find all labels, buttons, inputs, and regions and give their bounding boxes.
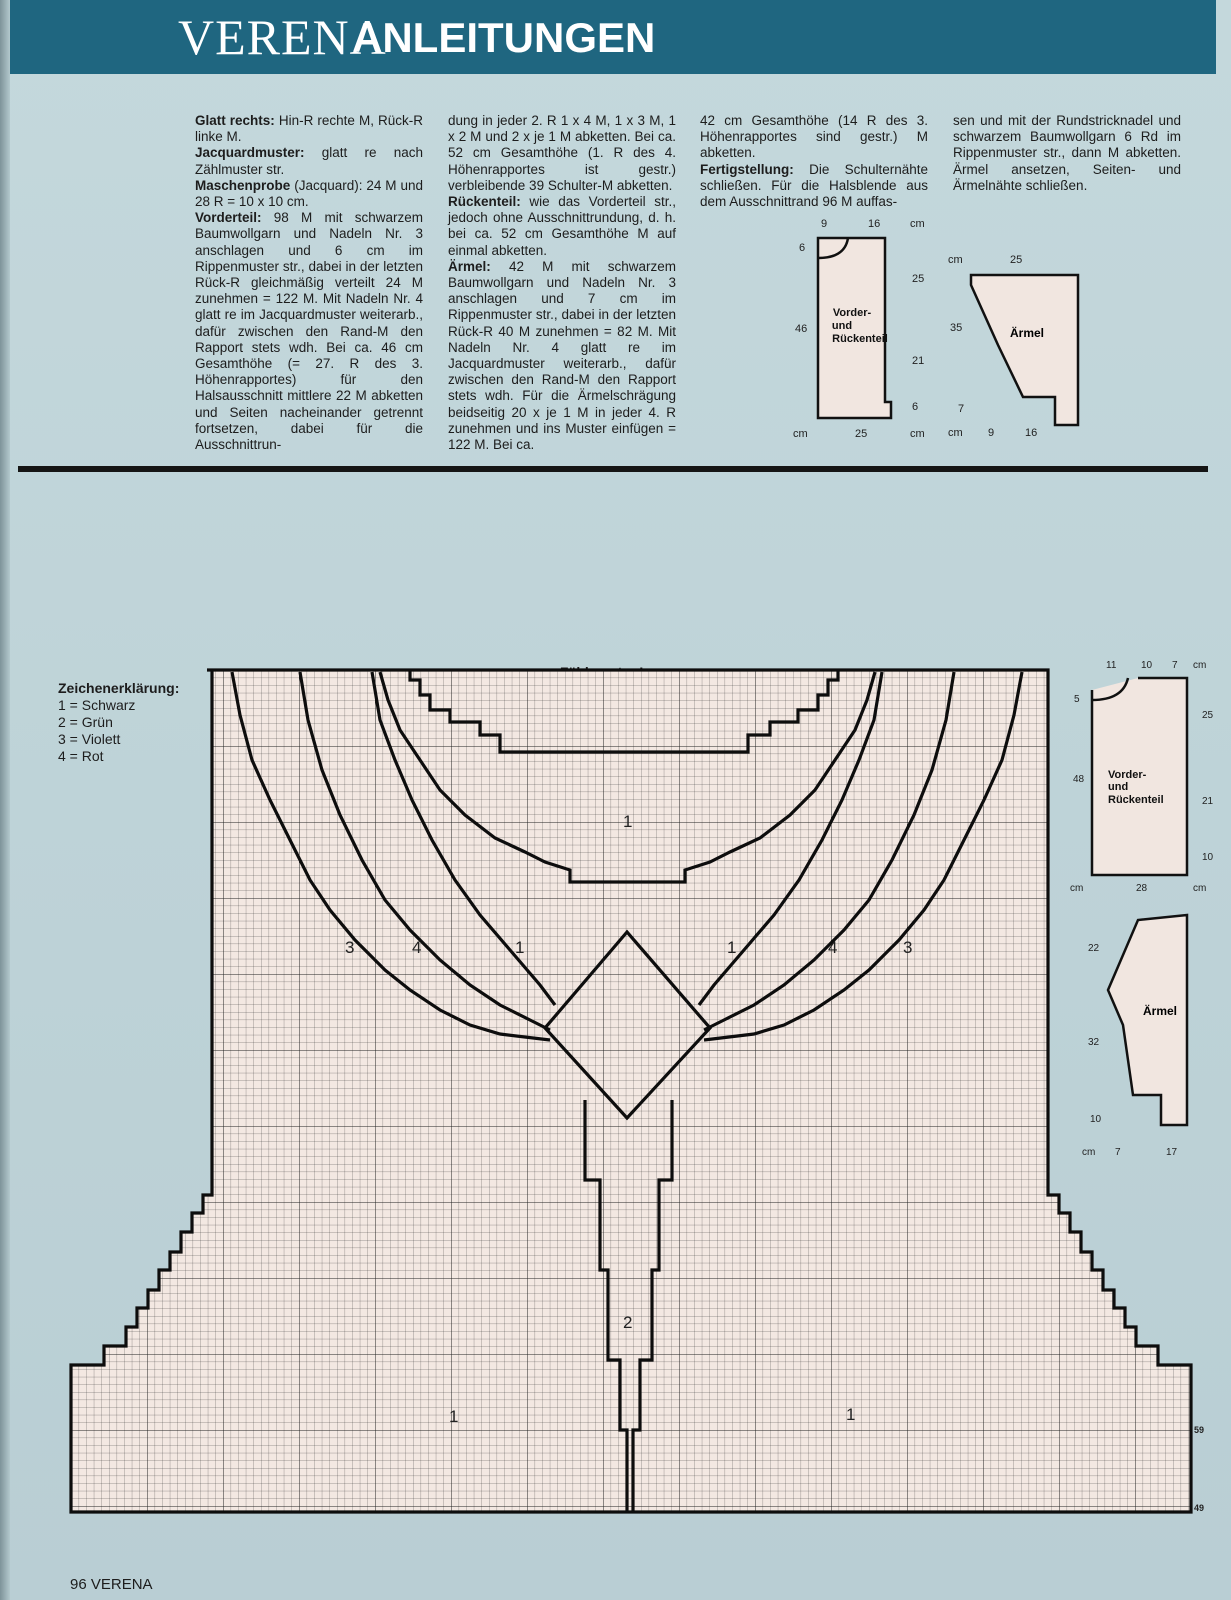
body-label: Rückenteil (832, 333, 888, 345)
paragraph-heading: Jacquardmuster: (195, 145, 305, 161)
chart-number: 3 (345, 938, 355, 957)
chart-number: 2 (623, 1313, 633, 1332)
dim-text: 25 (855, 428, 868, 440)
paragraph-heading: Ärmel: (448, 258, 491, 274)
dim-text: 10 (1090, 1114, 1102, 1125)
dim-text: 28 (1136, 883, 1148, 894)
paragraph-body: Hin-R rechte M, Rück-R linke M. (195, 113, 423, 145)
row-marker: 59 (1194, 1425, 1205, 1435)
magazine-brand: VERENA (178, 9, 387, 65)
dim-text: 6 (912, 401, 919, 413)
dim-text: 32 (1088, 1037, 1100, 1048)
dim-text: 21 (1202, 796, 1214, 807)
legend-item: 4 = Rot (58, 748, 104, 764)
dim-text: 25 (912, 273, 925, 285)
chart-number: 1 (515, 938, 525, 957)
dim-text: 17 (1166, 1147, 1178, 1158)
dim-text: 10 (1202, 852, 1214, 863)
body-label: und (831, 320, 853, 332)
chart-number: 4 (828, 938, 838, 957)
dim-text: 6 (799, 242, 806, 254)
body-label: Vorder- (1108, 769, 1147, 781)
dim-text: cm (1193, 660, 1207, 671)
body-label: Vorder- (832, 307, 872, 319)
dim-text: 35 (950, 322, 963, 334)
dim-text: cm (793, 428, 808, 440)
chart-number: 4 (412, 938, 422, 957)
dim-text: 9 (988, 427, 995, 439)
dim-text: 46 (795, 323, 808, 335)
dim-text: 5 (1074, 694, 1080, 705)
legend-item: 2 = Grün (58, 714, 113, 730)
paragraph-body: wie das Vorderteil str., jedoch ohne Ausschnittrundung, d. h. bei ca. 52 cm Gesamthöhe M auf einmal abketten. (448, 194, 676, 258)
paragraph-heading: Fertigstellung: (700, 161, 794, 177)
paragraph-body: (Jacquard): 24 M und 28 R = 10 x 10 cm. (195, 177, 423, 210)
dim-text: cm (1193, 883, 1207, 894)
dim-text: 9 (821, 218, 828, 230)
chart-number: 1 (623, 812, 633, 831)
page-folio: 96 VERENA (70, 1576, 153, 1593)
body-label: Rückenteil (1108, 794, 1164, 806)
legend-item: 1 = Schwarz (58, 697, 136, 713)
dim-text: 48 (1073, 774, 1085, 785)
sleeve-label: Ärmel (1009, 326, 1045, 340)
paragraph-body: glatt re nach Zählmuster str. (195, 145, 423, 177)
chart-number: 1 (727, 938, 737, 957)
dim-text: 16 (1025, 427, 1038, 439)
dim-text: cm (910, 428, 925, 440)
dim-text: cm (1070, 883, 1084, 894)
paragraph-body: dung in jeder 2. R 1 x 4 M, 1 x 3 M, 1 x 2 M und 2 x je 1 M abketten. Bei ca. 52 cm Gesamthöhe (1. R des 4. Höhenrapportes ist gestr.) verbleibende 39 Schulter-M abketten. (448, 113, 676, 193)
dim-text: 7 (958, 403, 965, 415)
sleeve-label: Ärmel (1143, 1004, 1178, 1018)
legend-title: Zeichenerklärung: (58, 680, 180, 696)
dim-text: cm (948, 427, 963, 439)
dim-text: 22 (1088, 943, 1100, 954)
dim-text: 7 (1115, 1147, 1121, 1158)
schematic-body-right (1068, 650, 1231, 910)
dim-text: 25 (1202, 710, 1214, 721)
body-label: und (1108, 781, 1129, 793)
schematic-sleeve-right (1068, 905, 1231, 1165)
paragraph-heading: Glatt rechts: (195, 113, 275, 128)
section-title: ANLEITUNGEN (352, 14, 656, 61)
chart-number: 3 (903, 938, 913, 957)
legend-item: 3 = Violett (58, 731, 121, 747)
dim-text: 25 (1010, 254, 1023, 266)
dim-text: cm (948, 254, 963, 266)
paragraph-body: 42 M mit schwarzem Baumwollgarn und Nadeln Nr. 3 anschlagen und 7 cm im Rippenmuster str., dabei in der letzten Rück-R 40 M zunehmen = 82 M. Mit Nadeln Nr. 4 glatt re im Jacquardmuster weiterarb., dafür zwischen den Rand-M den Rapport stets wdh. Für die Ärmelschrägung beidseitig 20 x je 1 M in jeder 4. R zunehmen und ins Muster einfügen = 122 M. Bei ca. (448, 258, 676, 453)
dim-text: 21 (912, 355, 925, 367)
paragraph-body: Die Schulternähte schließen. Für die Halsblende aus dem Ausschnittrand 96 M auffas- (700, 161, 928, 210)
chart-number: 1 (846, 1405, 856, 1424)
chart-number: 1 (449, 1407, 459, 1426)
paragraph-heading: Maschenprobe (195, 177, 291, 193)
row-marker: 49 (1194, 1503, 1205, 1513)
paragraph-body: 98 M mit schwarzem Baumwollgarn und Nadeln Nr. 3 anschlagen und 6 cm im Rippenmuster str., dabei in der letzten Rück-R gleichmäßig verteilt 24 M zunehmen = 122 M. Mit Nadeln Nr. 4 glatt re im Jacquardmuster weiterarb., dafür zwischen den Rand-M den Rapport stets wdh. Bei ca. 46 cm Gesamthöhe (= 27. R des 3. Höhenrapportes) für den Halsausschnitt mittlere 22 M abketten und Seiten nacheinander getrennt fortsetzen, dabei für die Ausschnittrun- (195, 210, 423, 453)
paragraph-heading: Vorderteil: (195, 210, 262, 226)
dim-text: cm (1082, 1147, 1096, 1158)
dim-text: cm (910, 218, 925, 230)
paragraph-body: 42 cm Gesamthöhe (14 R des 3. Höhenrapportes sind gestr.) M abketten. (700, 113, 928, 161)
dim-text: 10 (1141, 660, 1153, 671)
dim-text: 11 (1106, 660, 1117, 671)
sleeve-outline (1108, 915, 1187, 1125)
paragraph-body: sen und mit der Rundstricknadel und schwarzem Baumwollgarn 6 Rd im Rippenmuster str., dann M abketten. Ärmel ansetzen, Seiten- und Ärmelnähte schließen. (953, 113, 1181, 193)
dim-text: 16 (868, 218, 881, 230)
paragraph-heading: Rückenteil: (448, 194, 521, 210)
dim-text: 7 (1172, 660, 1178, 671)
